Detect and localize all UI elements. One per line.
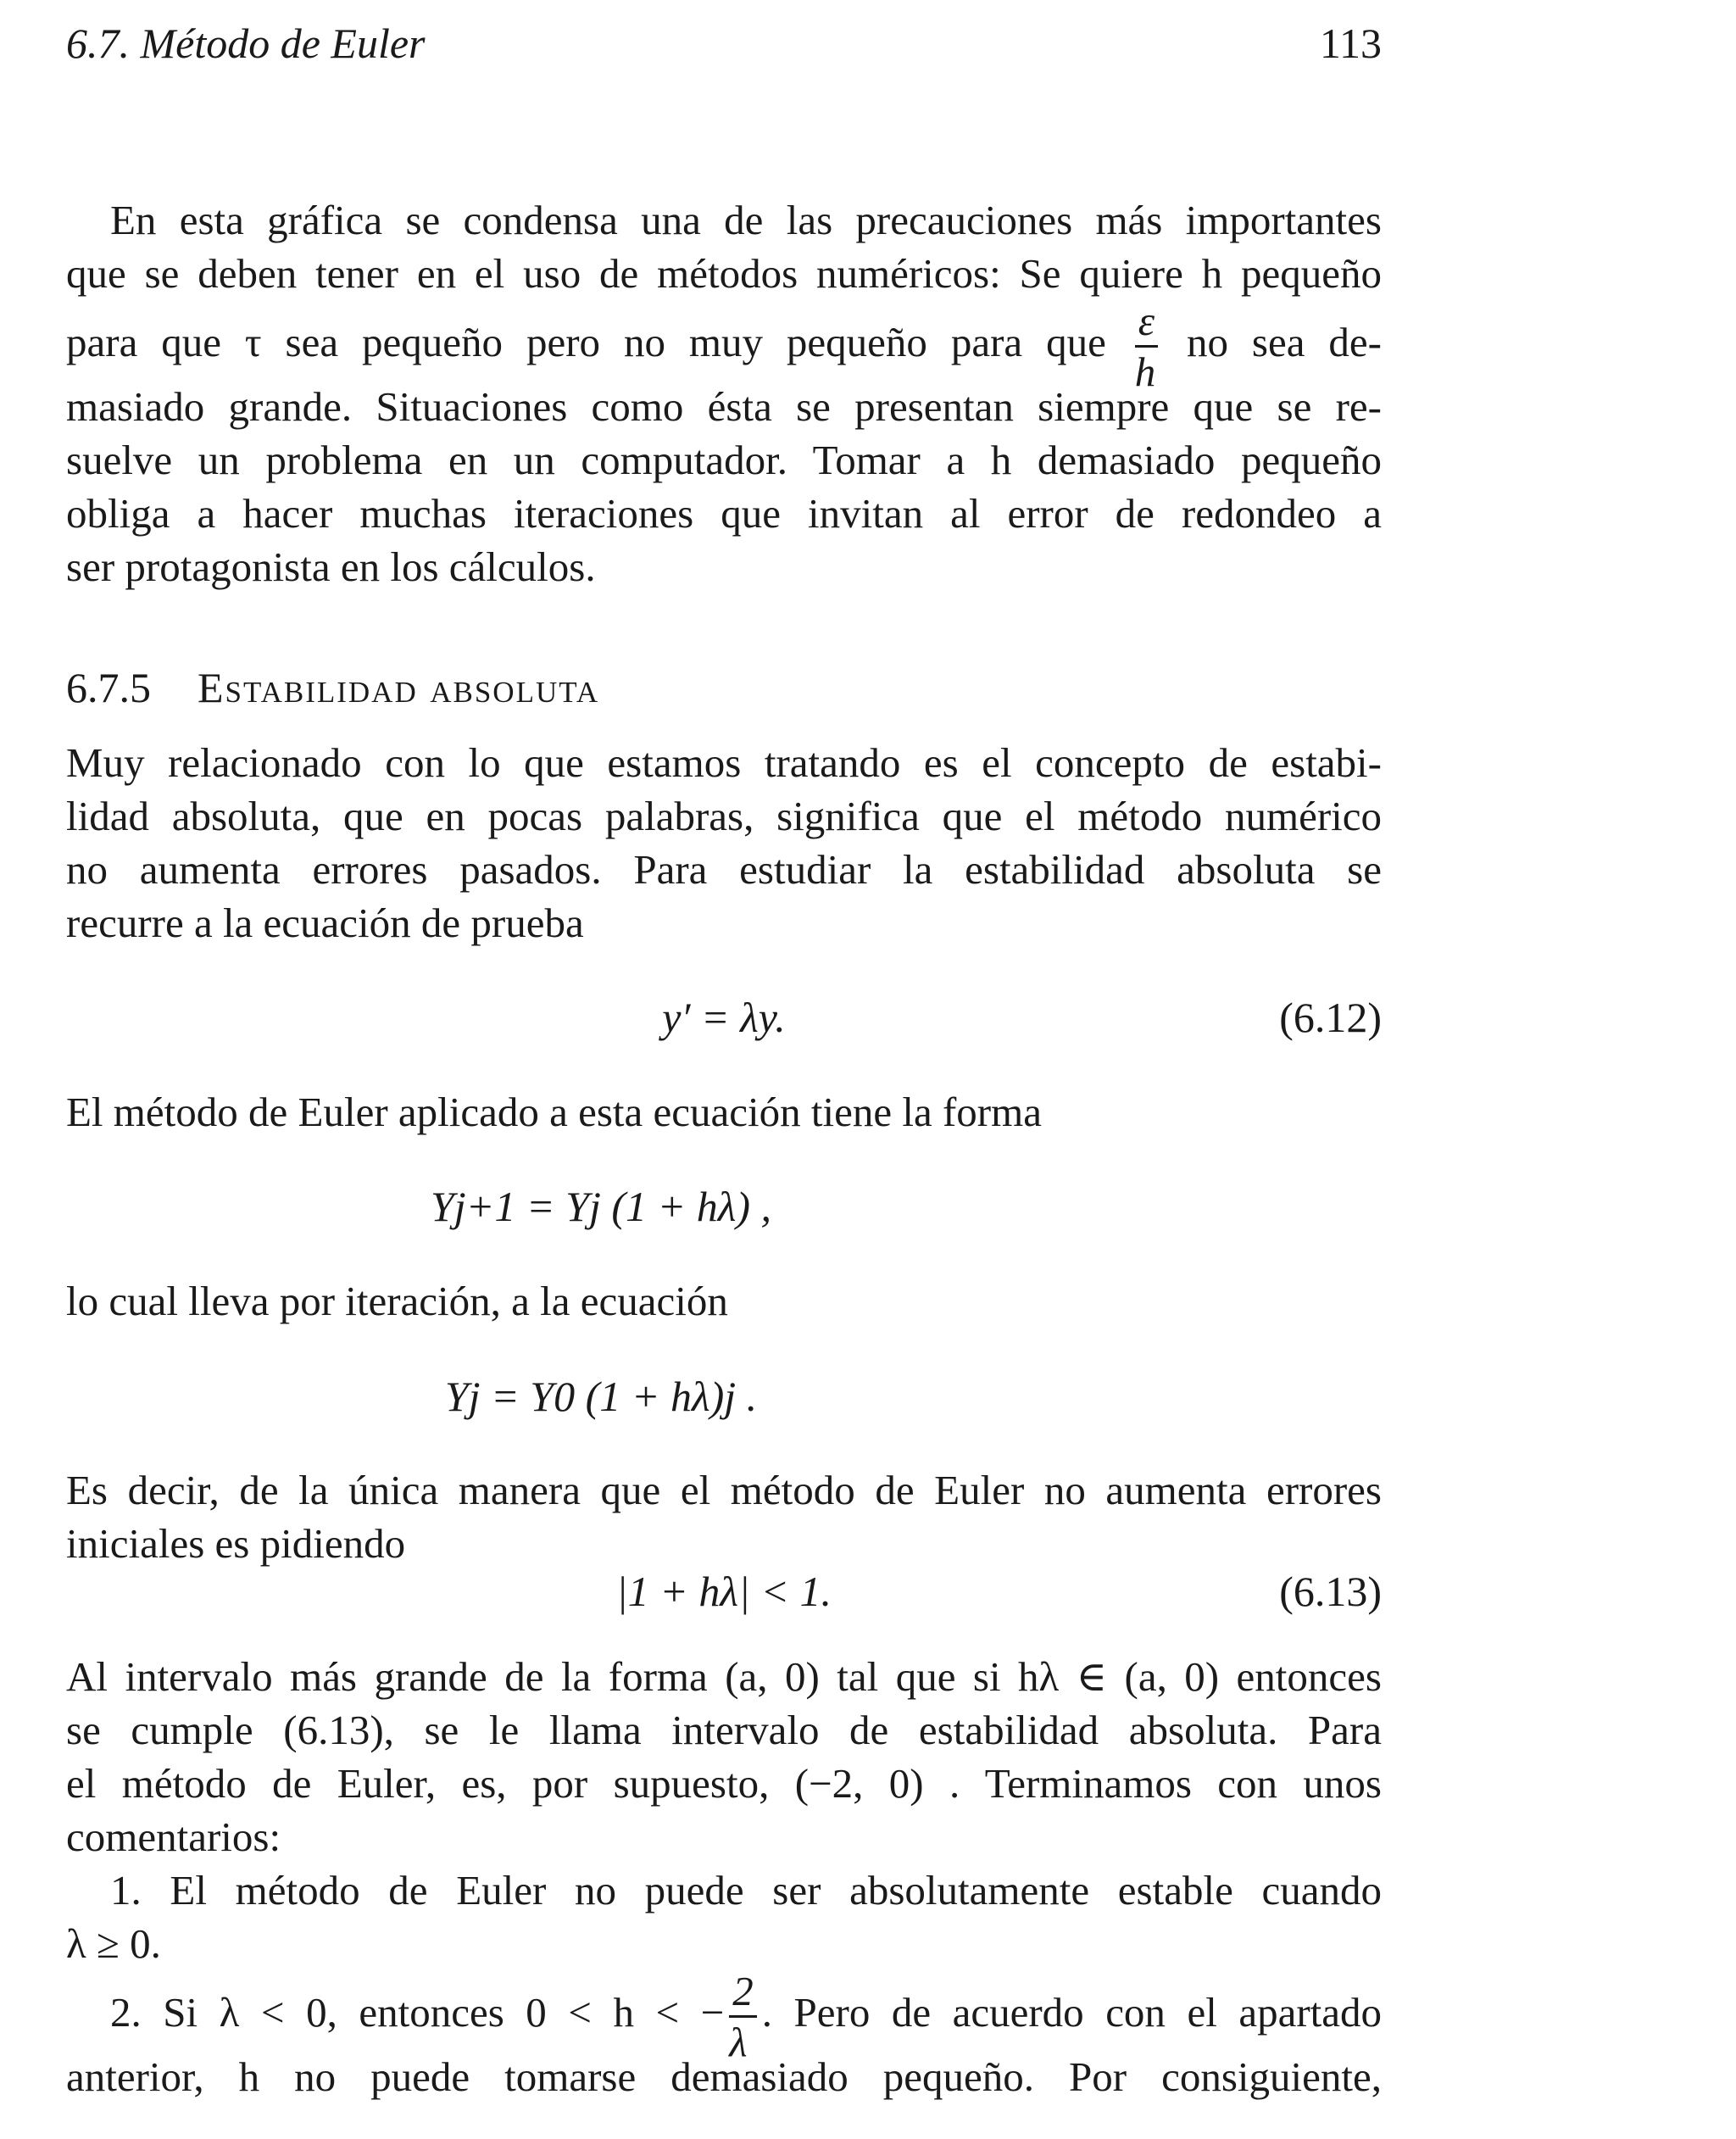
fraction-2-over-lambda: $\frac{2}{\lambda}$ [729, 1970, 757, 2063]
list-item-2-line: anterior, h no puede tomarse demasiado pequeño. Por consiguiente, [66, 2053, 1382, 2100]
text-line: suelve un problema en un computador. Tomar a h demasiado pequeño [66, 437, 1382, 483]
text-line: no aumenta errores pasados. Para estudiar la estabilidad absoluta se [66, 846, 1382, 893]
list-item-2-line: 2. Si λ < 0, entonces 0 < h < − $\frac{2}{\lambda}$ . Pero de acuerdo con el apartado [110, 1968, 1383, 2065]
text-line: obliga a hacer muchas iteraciones que invitan al error de redondeo a [66, 490, 1382, 537]
text-line: el método de Euler, es, por supuesto, (−2, 0) . Terminamos con unos [66, 1760, 1382, 1807]
equation-body: Yj = Y0 (1 + hλ)j . [444, 1373, 758, 1420]
equation-body: Yj+1 = Yj (1 + hλ) , [430, 1183, 772, 1230]
text-line: comentarios: [66, 1813, 281, 1860]
paragraph-4 [66, 1274, 1382, 1328]
text-line: Es decir, de la única manera que el método de Euler no aumenta errores [66, 1467, 1382, 1513]
text-line: masiado grande. Situaciones como ésta se presentan siempre que se re- [66, 383, 1382, 430]
list-item-1-line: 1. El método de Euler no puede ser absolutamente estable cuando [110, 1867, 1382, 1913]
text-line: iniciales es pidiendo [66, 1520, 406, 1567]
equation-tag: (6.12) [1279, 994, 1382, 1041]
paragraph-2 [66, 736, 1382, 950]
header-section: 6.7. Método de Euler [66, 19, 426, 67]
equation-iteration [66, 1177, 1382, 1236]
text-line: lo cual lleva por iteración, a la ecuación [66, 1278, 728, 1324]
text-line-with-fraction: para que τ sea pequeño pero no muy pequeño para que $\frac{\varepsilon}{h}$ no sea de- [66, 298, 1382, 395]
text-line: se cumple (6.13), se le llama intervalo de estabilidad absoluta. Para [66, 1707, 1382, 1753]
text-line: recurre a la ecuación de prueba [66, 900, 584, 946]
text-line: En esta gráfica se condensa una de las precauciones más importantes [110, 197, 1382, 243]
page-number: 113 [1319, 19, 1382, 67]
section-number: 6.7.5 [66, 664, 151, 711]
equation-body: y′ = λy. [662, 994, 786, 1041]
list-item-1-line: λ ≥ 0. [66, 1920, 161, 1967]
text-line: Al intervalo más grande de la forma (a, 0) tal que si hλ ∈ (a, 0) entonces [66, 1653, 1382, 1700]
comment-list [66, 1863, 1382, 2103]
section-title: Estabilidad absoluta [198, 664, 600, 711]
equation-tag: (6.13) [1279, 1568, 1382, 1615]
fraction-epsilon-over-h: $\frac{\varepsilon}{h}$ [1135, 300, 1158, 393]
paragraph-6 [66, 1650, 1382, 1863]
paragraph-1 [66, 193, 1382, 593]
paragraph-3 [66, 1085, 1382, 1139]
section-heading [66, 661, 599, 715]
text-line: que se deben tener en el uso de métodos numéricos: Se quiere h pequeño [66, 250, 1382, 297]
text-line: El método de Euler aplicado a esta ecuación tiene la forma [66, 1089, 1042, 1135]
text-line: lidad absoluta, que en pocas palabras, significa que el método numérico [66, 793, 1382, 839]
text-line: Muy relacionado con lo que estamos tratando es el concepto de estabi- [66, 739, 1382, 786]
paragraph-5 [66, 1463, 1382, 1570]
running-header [66, 19, 1382, 78]
equation-closed-form [66, 1367, 1382, 1426]
equation-body: |1 + hλ| < 1. [615, 1568, 832, 1615]
equation-6-12 [66, 988, 1382, 1047]
equation-6-13 [66, 1562, 1382, 1621]
text-line: ser protagonista en los cálculos. [66, 543, 596, 590]
